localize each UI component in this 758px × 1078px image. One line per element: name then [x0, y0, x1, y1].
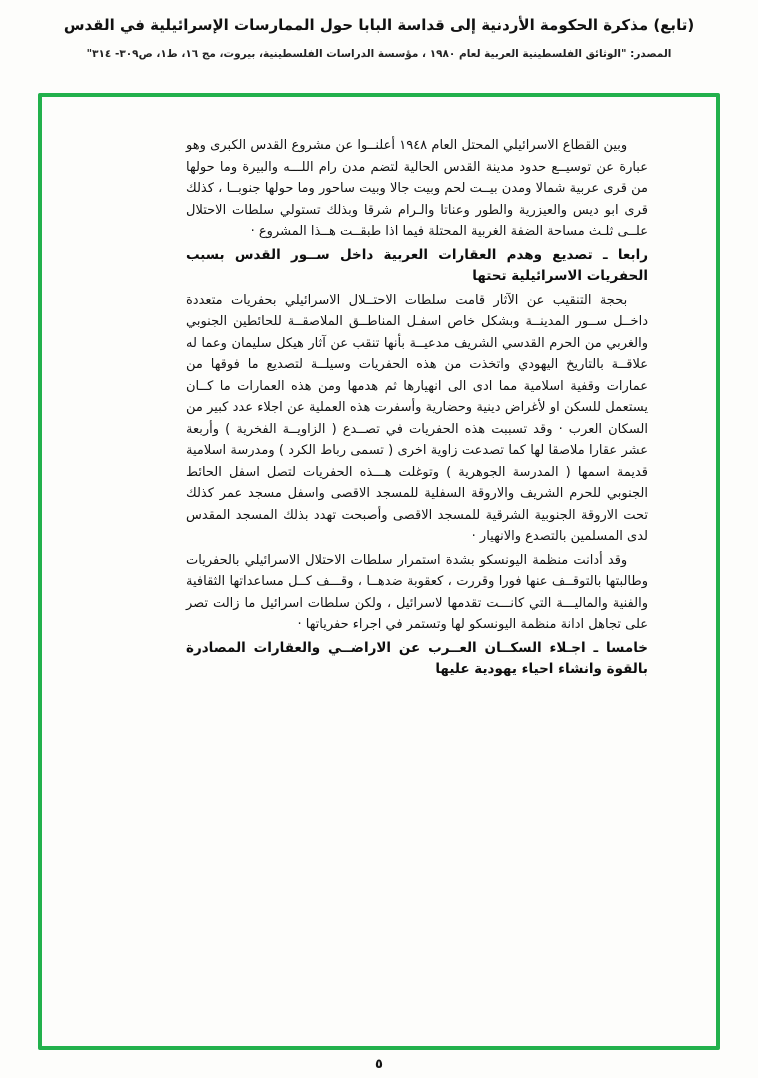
body-paragraph-1: وبين القطاع الاسرائيلي المحتل العام ١٩٤٨ أعلنــوا عن مشروع القدس الكبرى وهو عبارة عن توسيــع حدود مدينة القدس الحالية لتضم مدن رام اللـــه والبيرة وما حولها من قرى عربية شمالا ومدن بيــت لحم وبيت جالا وبيت ساحور وما حولها جنوبــا ، كذلك قرى ابو ديس والعيزرية والطور وعناتا والـرام شرقا وبذلك تستولي سلطات الاحتلال علــى ثلـث مساحة الضفة الغربية المحتلة فيما اذا طبقــت هــذا المشروع ·	[186, 138, 648, 239]
source-line: المصدر: "الوثائق الفلسطينية العربية لعام ١٩٨٠ ، مؤسسة الدراسات الفلسطينية، بيروت، مج ١٦، ط١، ص٣٠٩- ٣١٤"	[86, 48, 672, 60]
body-paragraph-3: وقد أدانت منظمة اليونسكو بشدة استمرار سلطات الاحتلال الاسرائيلي بالحفريات وطالبتها بالتوقــف عنها فورا وقررت ، كعقوبة ضدهــا ، وقـــف كــل مساعداتها الثقافية والفنية والماليـــة التي كانـــت تقدمها لاسرائيل ، ولكن سلطات اسرائيل ما زالت تصر على تجاهل ادانة منظمة اليونسكو لها وتستمر في اجراء حفرياتها ·	[186, 552, 648, 632]
page-header	[0, 16, 758, 60]
page-number: ٥	[375, 1057, 383, 1072]
page-title: (تابع) مذكرة الحكومة الأردنية إلى قداسة البابا حول الممارسات الإسرائيلية في القدس	[63, 16, 695, 34]
section-heading-4: رابعا ـ تصديع وهدم العقارات العربية داخل ســور القدس بسبب الحفريات الاسرائيلية تحتها	[186, 246, 648, 284]
section-heading-5: خامسا ـ اجـلاء السكــان العــرب عن الاراضــي والعقارات المصادرة بالقوة وانشاء احياء يهودية عليها	[186, 639, 648, 677]
document-text-block	[186, 135, 648, 683]
body-paragraph-2: بحجة التنقيب عن الآثار قامت سلطات الاحتــلال الاسرائيلي بحفريات متعددة داخــل ســور المدينــة وبشكل خاص اسفـل المناطــق الملاصقــة للحائطين الجنوبي والغربي من الحرم القدسي الشريف مدعيــة بأنها تنقب عن آثار هيكل سليمان وعما له علاقــة بالتاريخ اليهودي واتخذت من هذه الحفريات وسيلــة لتصديع ما فوقها من عمارات وقفية اسلامية مما ادى الى انهيارها ثم هدمها ومن هذه العمارات ما كــان يستعمل للسكن او لأغراض دينية وحضارية وأسفرت هذه العملية عن اجلاء عدد كبير من السكان العرب · وقد تسببت هذه الحفريات في تصــدع ( الزاويــة الفخرية ) وأربعة عشر عقارا ملاصقا لها كما تصدعت زاوية اخرى ( تسمى رباط الكرد ) ومدرسة اسلامية قديمة اسمها ( المدرسة الجوهرية ) وتوغلت هـــذه الحفريات لتصل اسفل الحائط الجنوبي للحرم الشريف والاروقة السفلية للمسجد الاقصى واسفل مسجد عمر كذلك تحت الاروقة الجنوبية الشرقية للمسجد الاقصى وأصبحت تهدد بذلك المسجد المقدس لدى المسلمين بالتصدع والانهيار ·	[186, 292, 648, 544]
content-frame	[38, 93, 720, 1050]
